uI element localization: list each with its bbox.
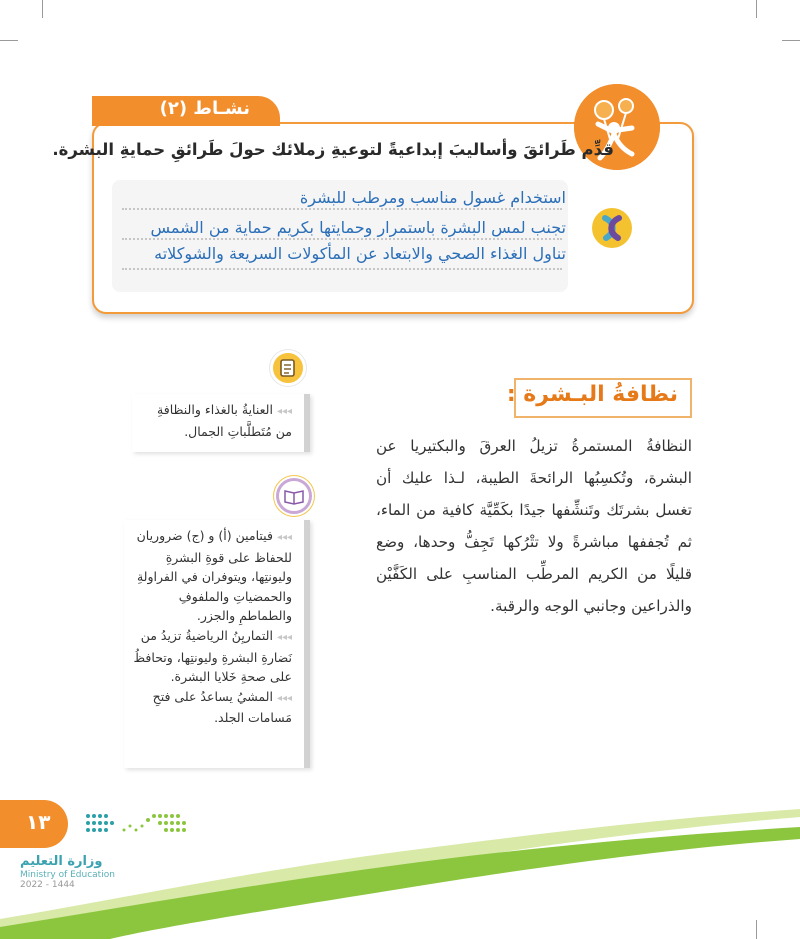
side-note-1	[132, 394, 310, 452]
answer-dotted-line	[122, 266, 562, 270]
crop-mark	[42, 0, 43, 18]
page-number-badge	[0, 800, 68, 848]
activity-tab	[92, 96, 280, 126]
side-note-2	[124, 520, 310, 768]
side-note-2-icon-badge	[276, 478, 312, 514]
crop-mark	[756, 0, 757, 18]
answer-card	[112, 180, 568, 292]
section-title-box	[506, 378, 692, 418]
side-note-2-item-2: التماريِنُ الرياضيةُ تزيدُ من نَضارةِ البشرةِ وليونتِها، وتحافظُ على صحةِ خَلايا البشرة.	[133, 627, 292, 685]
side-note-2-item-3: المشيُ يساعدُ على فتحِ مَسامات الجلد.	[152, 688, 292, 726]
side-note-1-icon-badge	[270, 350, 306, 386]
ministry-logo-dots-icon	[84, 812, 194, 838]
section-paragraph: النظافةُ المستمرةُ تزيلُ العرقَ والبكتيريا عن البشرة، وتُكسِبُها الرائحةَ الطيبة، لـذا عليك أن تغسل بشرتَك وتَنشِّفها جيدًا بكَمِّيَّة كافية من الماء، ثم تُجففها مباشرةً ولا تتْرُكها تَجِفُّ وحدها، وضع قليلًا من الكريم المرطِّب المناسبِ على الكَفَّيْن والذراعين وجانبي الوجه والرقبة.	[376, 437, 692, 615]
bullet-icon: ◂◂◂	[276, 631, 292, 643]
side-note-2-item-1: فيتامين (أ) و (ج) ضروريان للحفاظ على قوةِ البشرةِ وليونتِها، ويتوفران في الفراولةِ والحمضياتِ والملفوفِ والطماطمِ والجزر.	[136, 528, 292, 624]
crop-mark	[782, 40, 800, 41]
answer-line-1: استخدام غسول مناسب ومرطب للبشرة	[299, 188, 566, 207]
bullet-icon: ◂◂◂	[276, 692, 292, 704]
answer-line-2: تجنب لمس البشرة باستمرار وحمايتها بكريم حماية من الشمس	[150, 218, 566, 237]
bullet-icon: ◂◂◂	[276, 406, 292, 417]
activity-instruction: قدِّم طَرائقَ وأساليبَ إبداعيةً لتوعيةِ زملائك حولَ طَرائقِ حمايةِ البشرة.	[52, 140, 614, 159]
bullet-icon: ◂◂◂	[276, 532, 292, 543]
open-book-icon	[279, 481, 309, 511]
ribbon-badge	[592, 208, 632, 248]
activity-tab-label: نشـاط (٢)	[159, 98, 250, 119]
side-note-1-line-2: من مُتَطلَّباتِ الجمال.	[184, 423, 292, 439]
answer-line-3: تناول الغذاء الصحي والابتعاد عن المأكولات السريعة والشوكلاته	[154, 244, 566, 263]
section-title: نظافةُ البـشرة :	[506, 382, 678, 407]
ribbon-badge-icon	[592, 208, 632, 248]
ministry-year: 2022 - 1444	[20, 880, 75, 890]
side-note-1-text	[132, 400, 292, 441]
page-number: ١٣	[26, 810, 51, 834]
ministry-name-english: Ministry of Education	[20, 870, 115, 880]
notepad-icon	[273, 353, 303, 383]
ministry-name-arabic: وزارة التعليم	[20, 854, 103, 869]
side-note-1-line-1: العنايةُ بالغذاء والنظافةِ	[157, 402, 273, 417]
side-note-2-text	[124, 526, 292, 728]
crop-mark	[0, 40, 18, 41]
